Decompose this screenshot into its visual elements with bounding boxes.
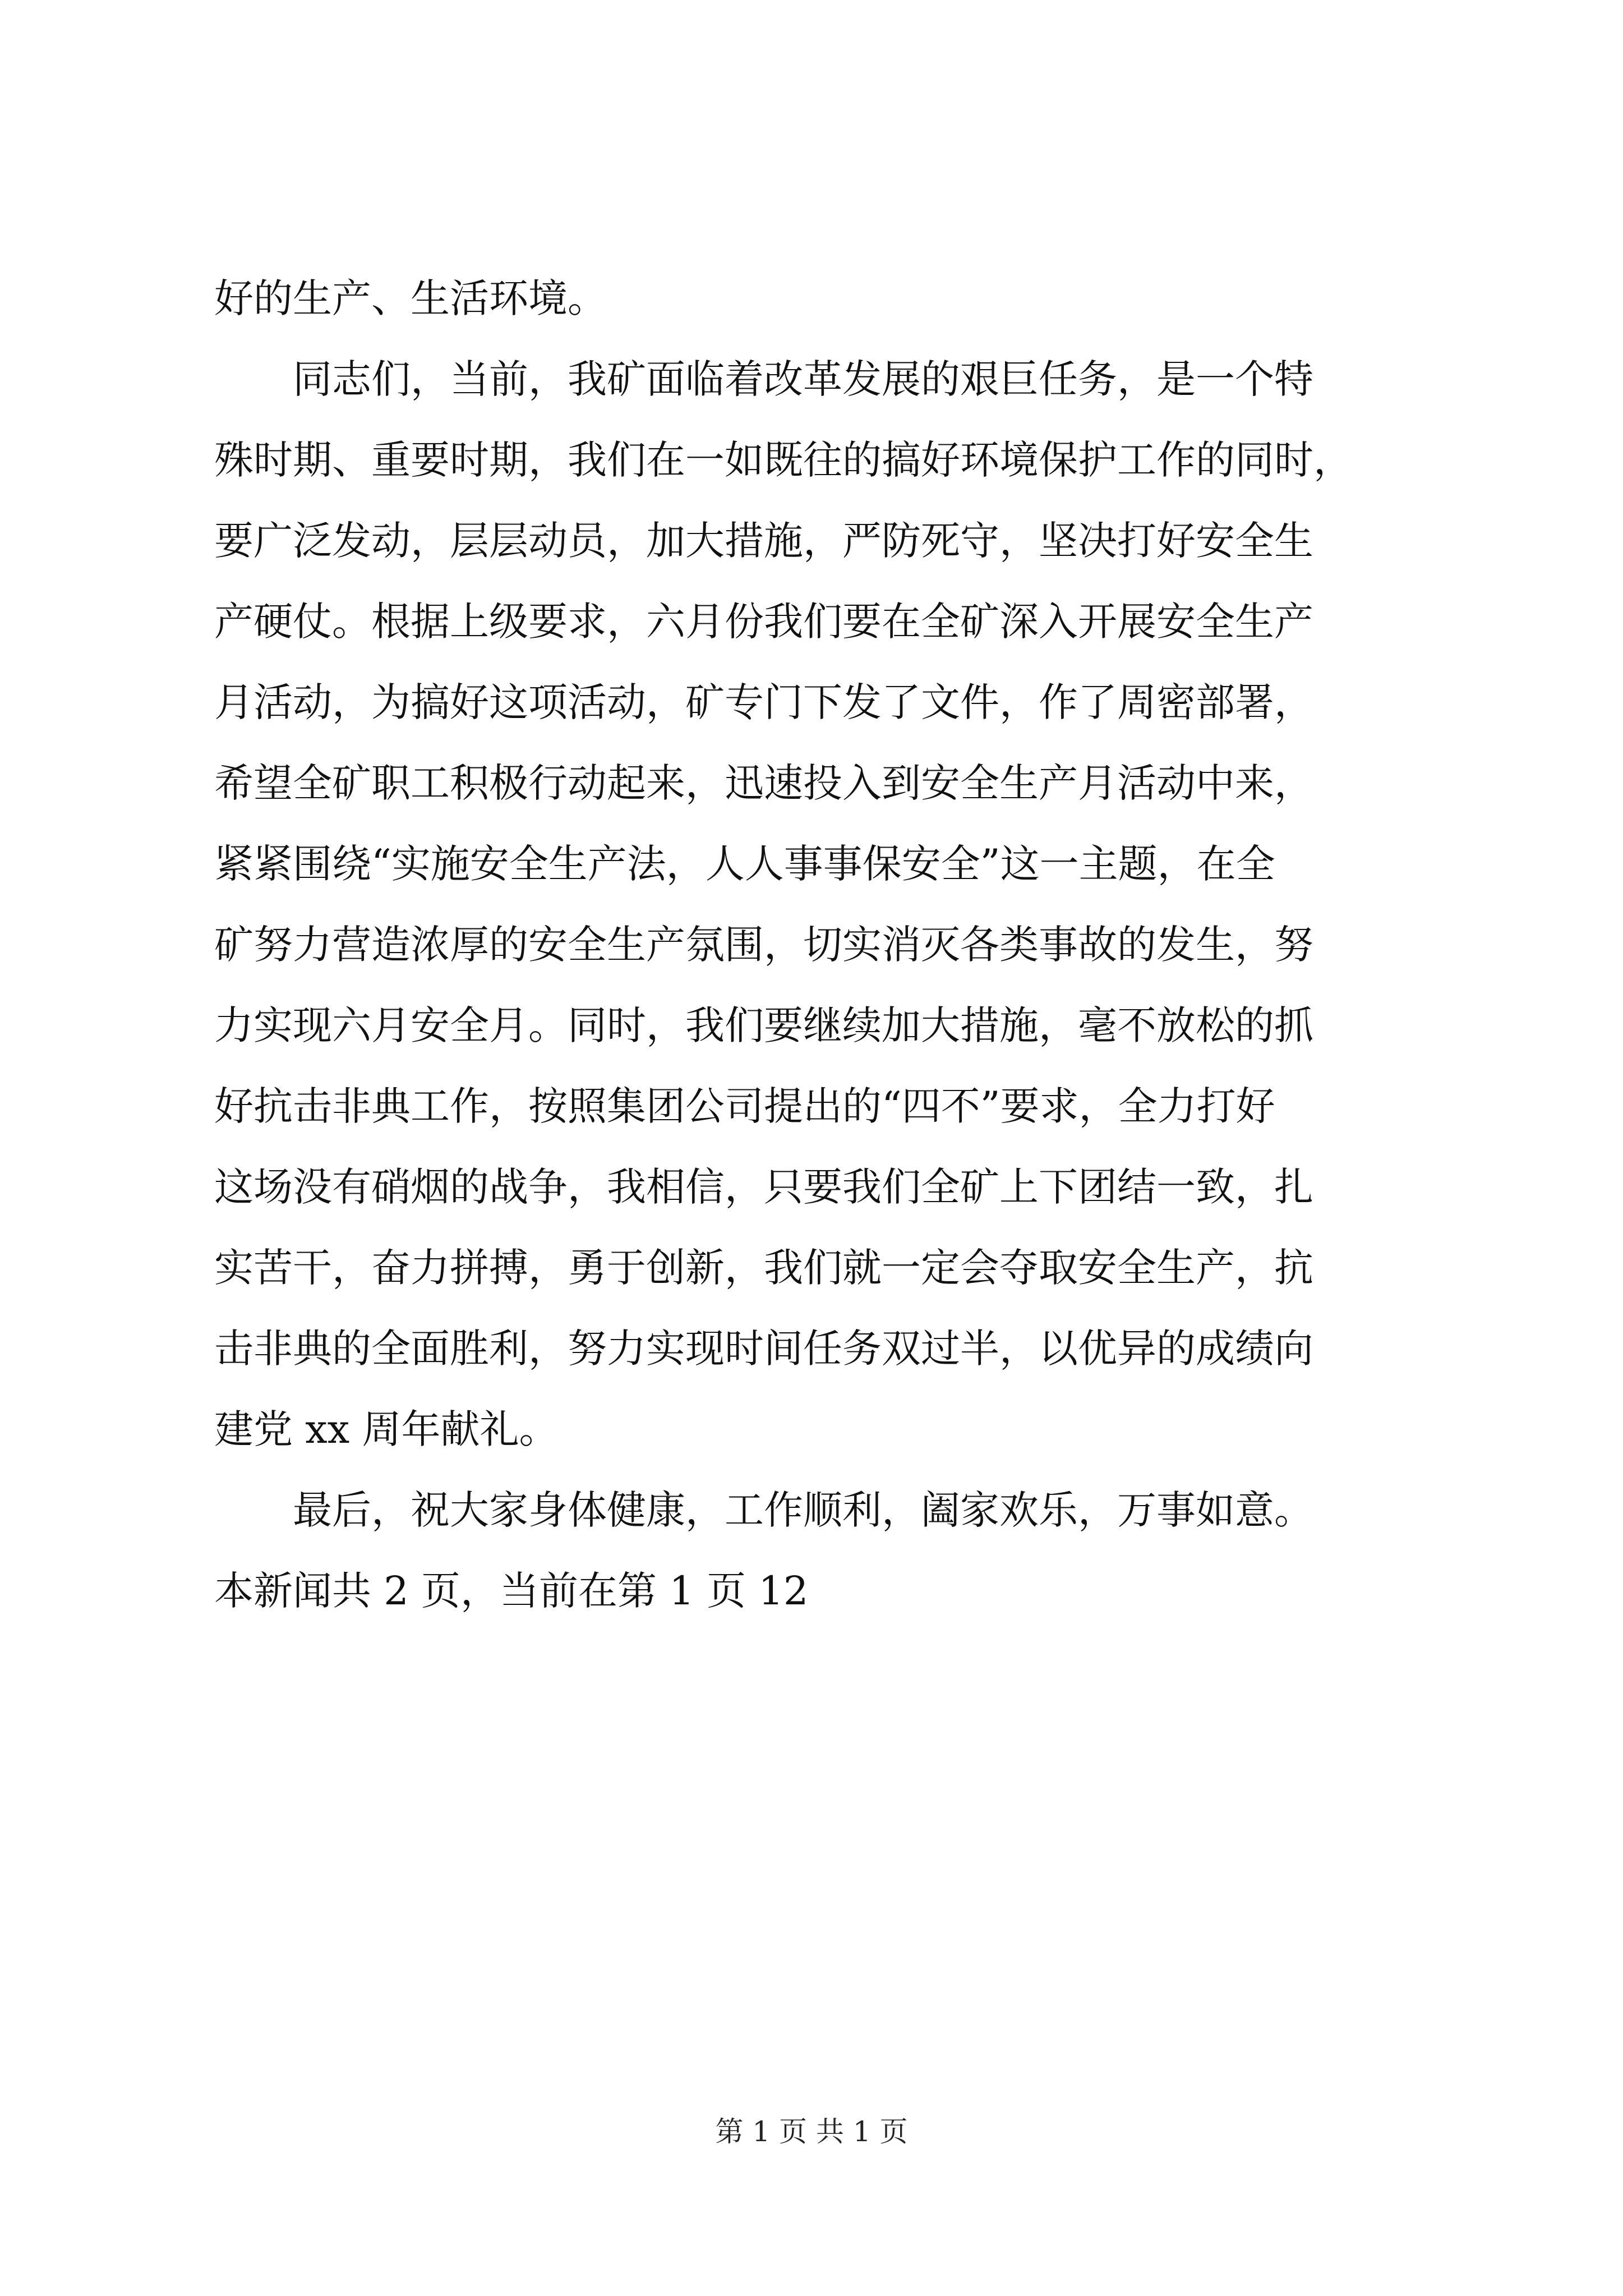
text-line: 击非典的全面胜利，努力实现时间任务双过半，以优异的成绩向 [214,1326,1313,1372]
text-line: 好抗击非典工作，按照集团公司提出的“四不”要求，全力打好 [214,1083,1275,1129]
text-line: 殊时期、重要时期，我们在一如既往的搞好环境保护工作的同时， [214,437,1353,483]
text-line: 最后，祝大家身体健康，工作顺利，阖家欢乐，万事如意。 [214,1487,1313,1533]
text-line: 同志们，当前，我矿面临着改革发展的艰巨任务，是一个特 [214,356,1313,402]
text-line: 力实现六月安全月。同时，我们要继续加大措施，毫不放松的抓 [214,1002,1313,1048]
text-line: 本新闻共 2 页，当前在第 1 页 12 [214,1568,809,1614]
document-body [214,258,1426,1631]
text-line: 实苦干，奋力拼搏，勇于创新，我们就一定会夺取安全生产，抗 [214,1245,1313,1291]
text-line: 要广泛发动，层层动员，加大措施，严防死守，坚决打好安全生 [214,518,1313,564]
text-line: 月活动，为搞好这项活动，矿专门下发了文件，作了周密部署， [214,679,1313,725]
text-line: 紧紧围绕“实施安全生产法，人人事事保安全”这一主题，在全 [214,841,1275,887]
text-line: 产硬仗。根据上级要求，六月份我们要在全矿深入开展安全生产 [214,599,1313,645]
text-line: 希望全矿职工积极行动起来，迅速投入到安全生产月活动中来， [214,760,1313,806]
text-line: 建党 xx 周年献礼。 [214,1406,559,1452]
text-line: 矿努力营造浓厚的安全生产氛围，切实消灭各类事故的发生，努 [214,922,1313,968]
text-line: 好的生产、生活环境。 [214,275,607,321]
text-line: 这场没有硝烟的战争，我相信，只要我们全矿上下团结一致，扎 [214,1164,1313,1210]
page-footer: 第 1 页 共 1 页 [715,2115,908,2148]
